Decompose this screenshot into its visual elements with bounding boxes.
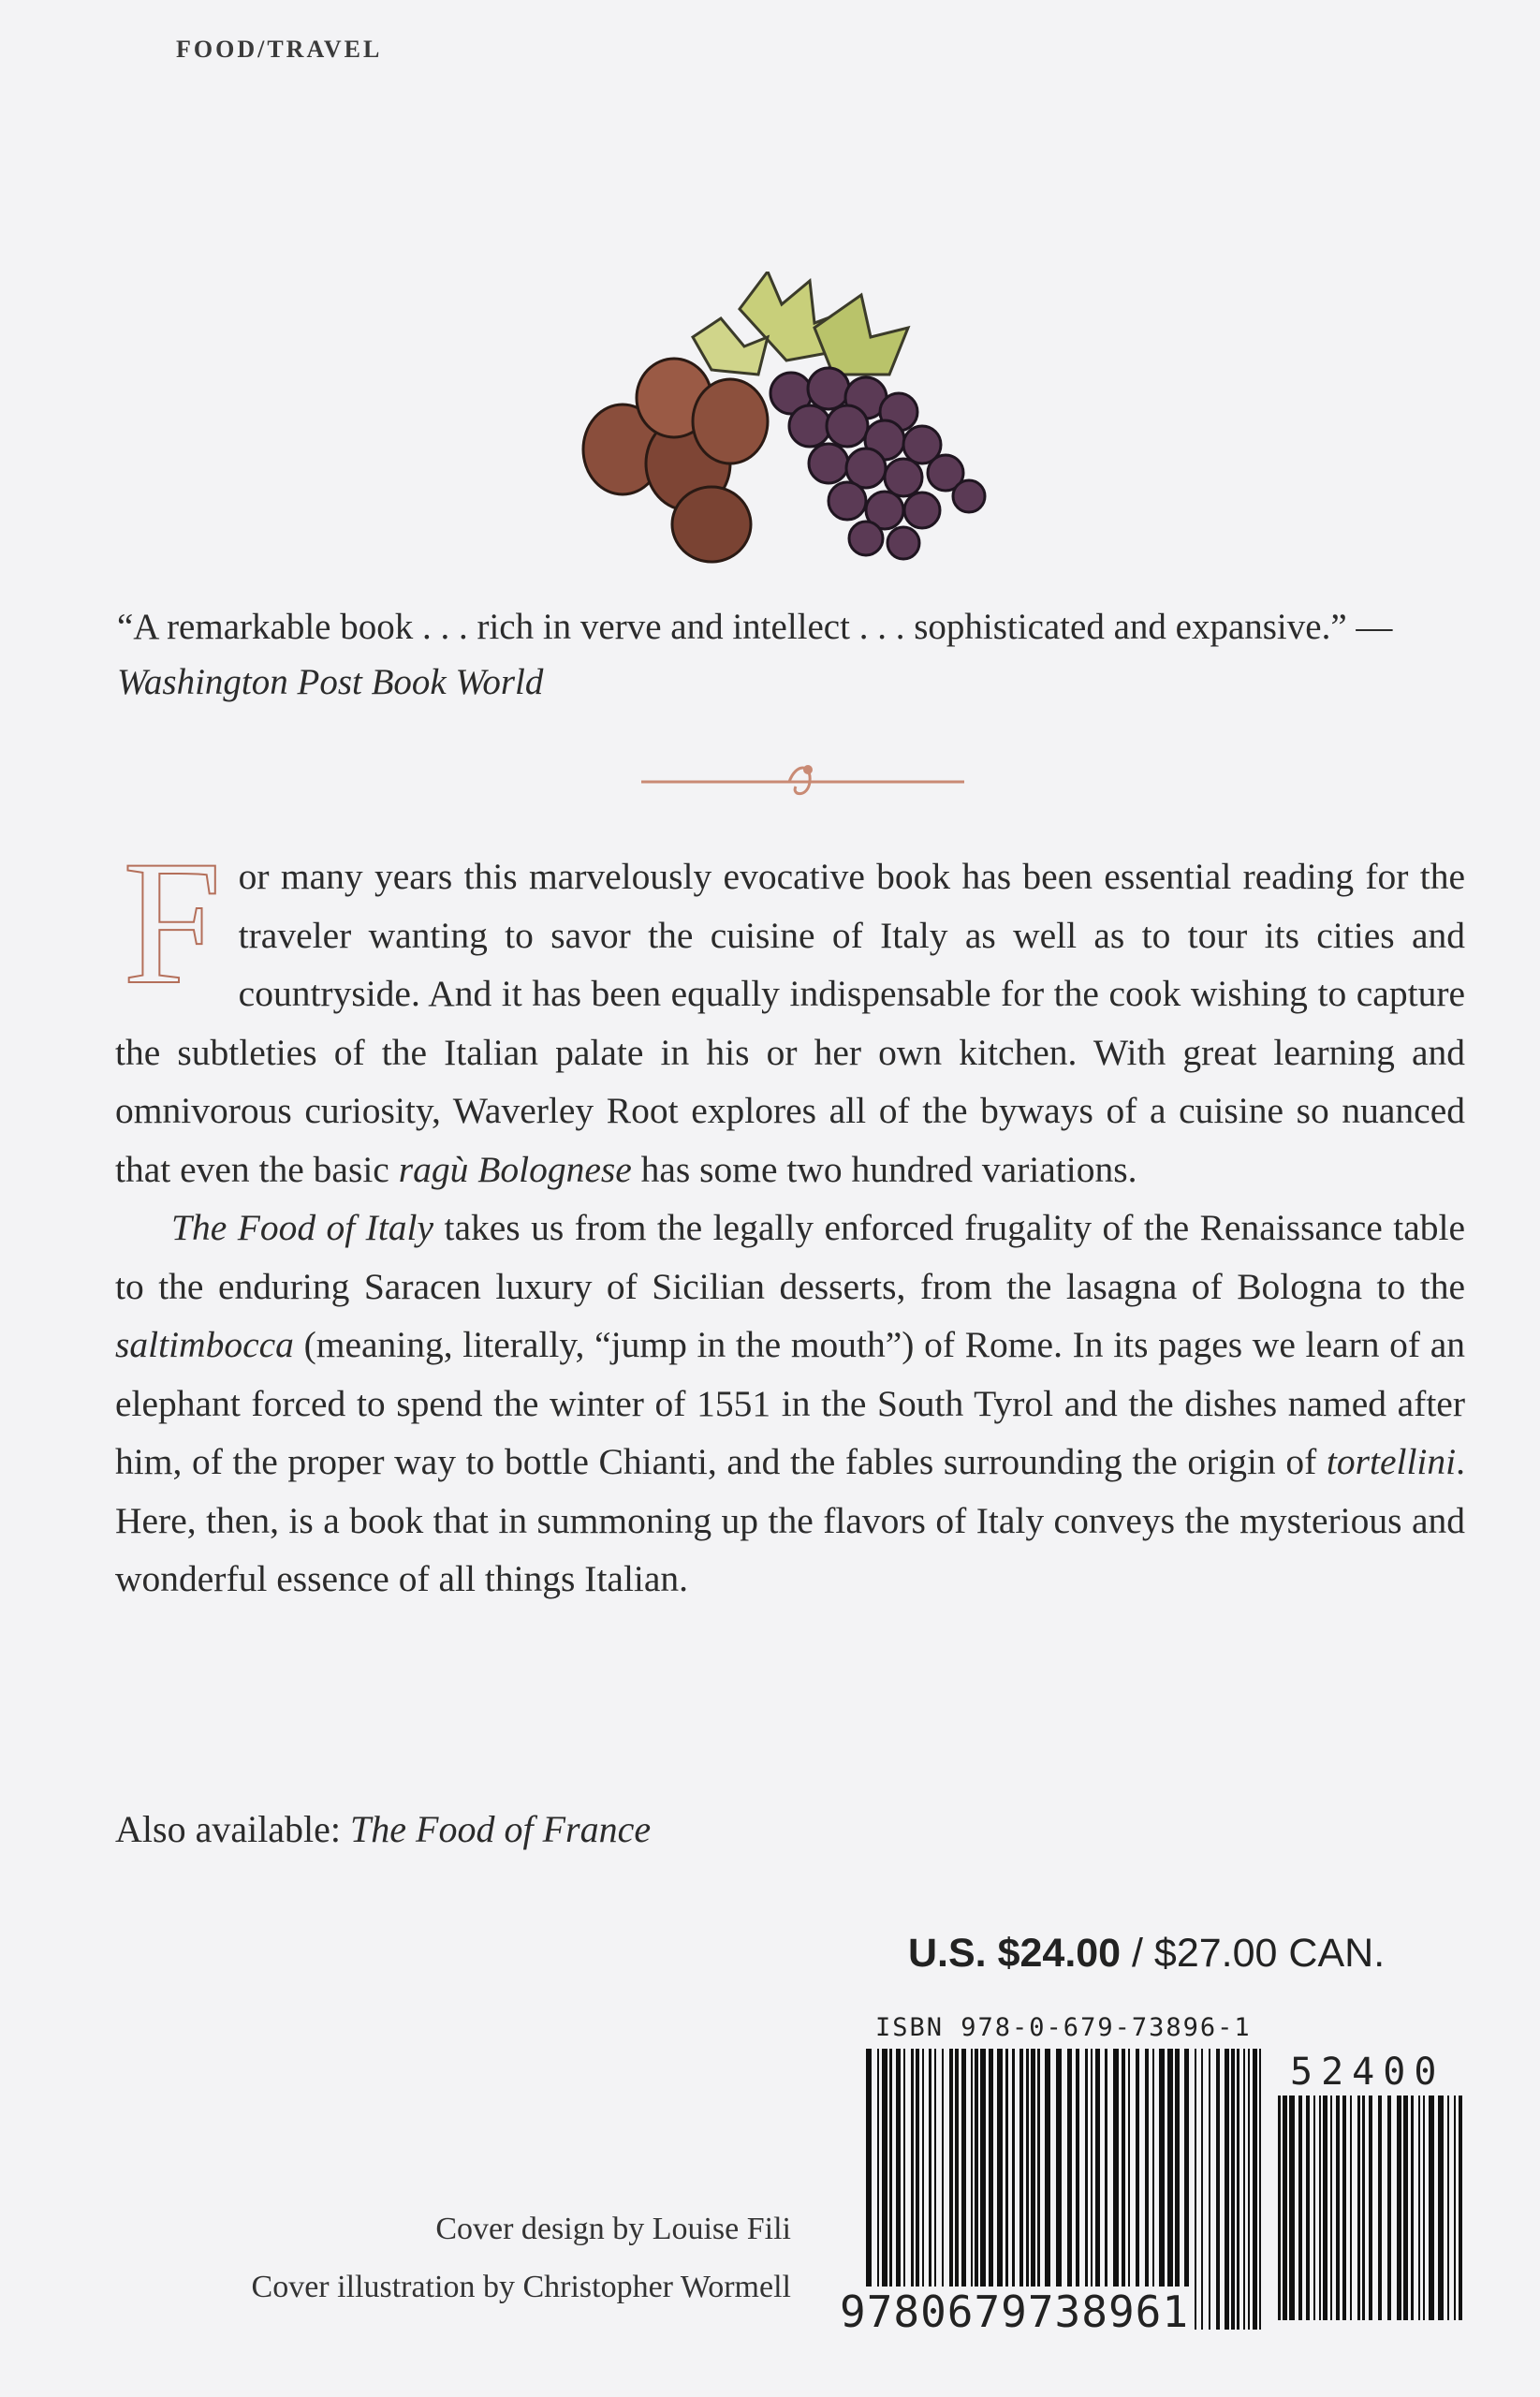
price-us: U.S. $24.00 bbox=[908, 1931, 1122, 1976]
barcode-bar bbox=[1259, 2049, 1261, 2330]
credit-design: Cover design by Louise Fili bbox=[435, 2212, 791, 2246]
price bbox=[908, 1931, 1385, 1977]
barcode-bar bbox=[1306, 2096, 1310, 2320]
price-addon-barcode bbox=[1278, 2096, 1470, 2320]
barcode-bar bbox=[1336, 2096, 1340, 2320]
p2-text-a: takes us from the legally enforced frugality of the Renaissance table to the enduring Saracen luxury of Sicilian desserts, from the lasagna of Bologna to the bbox=[115, 1207, 1465, 1307]
barcode-bar bbox=[1357, 2096, 1360, 2320]
quote-text: “A remarkable book . . . rich in verve and intellect . . . sophisticated and expansive.” — bbox=[117, 607, 1393, 647]
quote-source: Washington Post Book World bbox=[117, 662, 544, 702]
addon-digits: 52400 bbox=[1290, 2051, 1445, 2094]
barcode-bar bbox=[1237, 2049, 1239, 2330]
barcode-bar bbox=[1378, 2096, 1382, 2320]
barcode-bar bbox=[1298, 2096, 1302, 2320]
barcode-bar bbox=[1387, 2096, 1391, 2320]
vine-leaves bbox=[693, 272, 908, 375]
p2-text-b: (meaning, literally, “jump in the mouth”) of Rome. In its pages we learn of an elephant forced to spend the winter of 1551 in the South Tyrol and the dishes named after him, of the proper way to bottle Chianti, and the fables surrounding the origin of bbox=[115, 1324, 1465, 1482]
barcode-bar bbox=[1429, 2096, 1434, 2320]
barcode-bar bbox=[1319, 2096, 1321, 2320]
barcode-bar bbox=[1418, 2096, 1420, 2320]
barcode-bar bbox=[1243, 2049, 1245, 2330]
isbn: ISBN 978-0-679-73896-1 bbox=[875, 2013, 1252, 2042]
p1-italic: ragù Bolognese bbox=[398, 1148, 632, 1190]
barcode-bar bbox=[1216, 2049, 1220, 2330]
credit-illustration: Cover illustration by Christopher Wormell bbox=[251, 2270, 791, 2304]
review-quote bbox=[117, 599, 1484, 710]
barcode-bar bbox=[1342, 2096, 1346, 2320]
barcode-bar bbox=[1195, 2049, 1196, 2330]
barcode-bar bbox=[1313, 2096, 1315, 2320]
barcode-digits: 9780679738961 bbox=[840, 2287, 1190, 2337]
barcode-bar bbox=[1369, 2096, 1372, 2320]
p2-italic-end: tortellini bbox=[1326, 1441, 1457, 1482]
cover-credits bbox=[252, 2200, 791, 2316]
also-available-title: The Food of France bbox=[350, 1808, 652, 1850]
grape-bunch bbox=[770, 368, 985, 559]
description-paragraph-2 bbox=[115, 1198, 1465, 1609]
barcode-bar bbox=[1248, 2049, 1250, 2330]
p1-text: or many years this marvelously evocative book has been essential reading for the traveler wanting to savor the cuisine of Italy as well as to tour its cities and countryside. And it has been equally indispensable for the cook wishing to capture the subtleties of the Italian palate in his or her own kitchen. With great learning and omnivorous curiosity, Waverley Root explores all of the byways of a cuisine so nuanced that even the basic bbox=[115, 856, 1465, 1190]
barcode-bar bbox=[1278, 2096, 1281, 2320]
barcode-bar bbox=[1362, 2096, 1365, 2320]
p2-text-c: . Here, then, is a book that in summoning up the flavors of Italy conveys the mysterious and wonderful essence of all things Italian. bbox=[115, 1441, 1465, 1599]
barcode-bar bbox=[1231, 2049, 1235, 2330]
p2-title: The Food of Italy bbox=[171, 1207, 434, 1248]
description-paragraph-1 bbox=[115, 825, 1465, 1198]
hazelnuts bbox=[583, 359, 768, 562]
also-available-label: Also available: bbox=[115, 1808, 351, 1850]
barcode-bar bbox=[1253, 2049, 1257, 2330]
barcode-bar bbox=[1225, 2049, 1229, 2330]
barcode-bar bbox=[1201, 2049, 1203, 2330]
barcode-bar bbox=[1459, 2096, 1462, 2320]
barcode-bar bbox=[1209, 2049, 1210, 2330]
ornament-divider bbox=[641, 749, 964, 815]
barcode-bar bbox=[1438, 2096, 1444, 2320]
barcode-bar bbox=[1411, 2096, 1414, 2320]
barcode-bar bbox=[1289, 2096, 1295, 2320]
category-label: FOOD/TRAVEL bbox=[176, 36, 383, 63]
drop-cap: F bbox=[123, 825, 222, 1022]
barcode-bar bbox=[1403, 2096, 1408, 2320]
p2-italic-mid: saltimbocca bbox=[115, 1324, 294, 1365]
grapes-and-hazelnuts-illustration bbox=[580, 272, 1011, 581]
price-can: / $27.00 CAN. bbox=[1121, 1931, 1386, 1976]
barcode-bar bbox=[1454, 2096, 1456, 2320]
barcode-bar bbox=[1283, 2096, 1287, 2320]
also-available bbox=[115, 1807, 651, 1851]
p1-end: has some two hundred variations. bbox=[631, 1148, 1137, 1190]
barcode-bar bbox=[1350, 2096, 1352, 2320]
barcode-bar bbox=[1330, 2096, 1332, 2320]
book-description bbox=[115, 825, 1465, 1609]
barcode-bar bbox=[1447, 2096, 1449, 2320]
barcode-bar bbox=[1423, 2096, 1425, 2320]
barcode-bar bbox=[1323, 2096, 1327, 2320]
barcode-bar bbox=[1397, 2096, 1401, 2320]
